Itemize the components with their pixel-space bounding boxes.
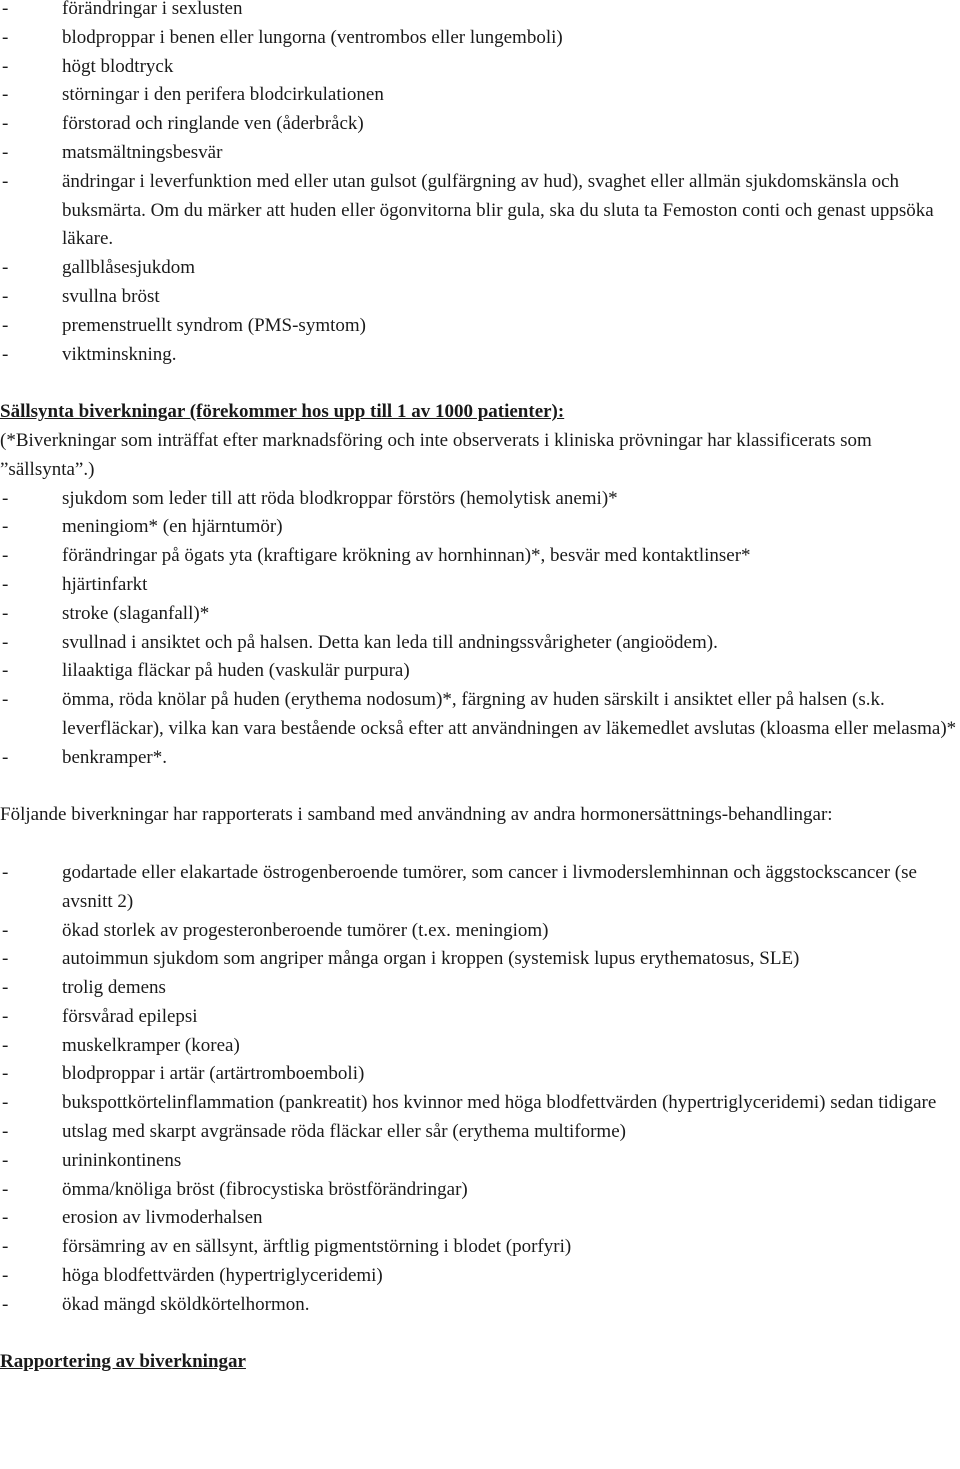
list-item: - ändringar i leverfunktion med eller utan gulsot (gulfärgning av hud), svaghet eller allmän sjukdomskänsla och buksmärta. Om du märker att huden eller ögonvitorna blir gula, ska du sluta ta Femoston conti och genast uppsöka läkare. xyxy=(2,170,934,250)
spacer xyxy=(0,1320,960,1349)
spacer xyxy=(0,369,960,398)
list-item: - förstorad och ringlande ven (åderbråck) xyxy=(2,113,364,135)
list-item: - blodproppar i benen eller lungorna (ventrombos eller lungemboli) xyxy=(2,26,563,48)
list-item: - matsmältningsbesvär xyxy=(2,141,223,163)
list-item: - lilaaktiga fläckar på huden (vaskulär purpura) xyxy=(2,660,410,682)
list-item: - premenstruellt syndrom (PMS-symtom) xyxy=(2,314,366,336)
list-item: - förändringar i sexlusten xyxy=(2,0,243,19)
list-item: - meningiom* (en hjärntumör) xyxy=(2,516,283,538)
list-item: - blodproppar i artär (artärtromboemboli) xyxy=(2,1063,365,1085)
list-item: - svullnad i ansiktet och på halsen. Detta kan leda till andningssvårigheter (angioödem). xyxy=(2,631,718,653)
list-item: - muskelkramper (korea) xyxy=(2,1034,240,1056)
list-item: - störningar i den perifera blodcirkulationen xyxy=(2,84,384,106)
list-item: - höga blodfettvärden (hypertriglyceridemi) xyxy=(2,1265,383,1287)
rare-side-effects-heading: Sällsynta biverkningar (förekommer hos upp till 1 av 1000 patienter): xyxy=(0,401,565,423)
spacer xyxy=(0,830,960,859)
spacer xyxy=(0,773,960,802)
side-effects-list xyxy=(0,0,960,369)
rare-side-effects-note: (*Biverkningar som inträffat efter marknadsföring och inte observerats i kliniska prövningar har klassificerats som ”sällsynta”.) xyxy=(0,429,872,480)
list-item: - benkramper*. xyxy=(2,746,167,768)
list-item: - viktminskning. xyxy=(2,343,177,365)
list-item: - försvårad epilepsi xyxy=(2,1005,198,1027)
rare-side-effects-list xyxy=(0,485,960,773)
list-item: - stroke (slaganfall)* xyxy=(2,602,210,624)
list-item: - utslag med skarpt avgränsade röda fläckar eller sår (erythema multiforme) xyxy=(2,1121,626,1143)
list-item: - förändringar på ögats yta (kraftigare krökning av hornhinnan)*, besvär med kontaktlinser* xyxy=(2,545,751,567)
list-item: - erosion av livmoderhalsen xyxy=(2,1207,263,1229)
list-item: - gallblåsesjukdom xyxy=(2,257,195,279)
list-item: - godartade eller elakartade östrogenberoende tumörer, som cancer i livmoderslemhinnan och äggstockscancer (se avsnitt 2) xyxy=(2,861,917,912)
list-item: - sjukdom som leder till att röda blodkroppar förstörs (hemolytisk anemi)* xyxy=(2,487,618,509)
list-item: - ömma/knöliga bröst (fibrocystiska bröstförändringar) xyxy=(2,1178,468,1200)
list-item: - svullna bröst xyxy=(2,285,160,307)
list-item: - autoimmun sjukdom som angriper många organ i kroppen (systemisk lupus erythematosus, SLE) xyxy=(2,948,800,970)
list-item: - urininkontinens xyxy=(2,1149,182,1171)
list-item: - trolig demens xyxy=(2,977,166,999)
list-item: - försämring av en sällsynt, ärftlig pigmentstörning i blodet (porfyri) xyxy=(2,1236,572,1258)
list-item: - ömma, röda knölar på huden (erythema nodosum)*, färgning av huden särskilt i ansiktet eller på halsen (s.k. leverfläckar), vilka kan vara bestående också efter att användningen av läkemedlet avslutas (kloasma eller melasma)* xyxy=(2,689,957,739)
list-item: - hjärtinfarkt xyxy=(2,573,148,595)
list-item: - bukspottkörtelinflammation (pankreatit) hos kvinnor med höga blodfettvärden (hypertriglyceridemi) sedan tidigare xyxy=(2,1092,937,1114)
list-item: - ökad storlek av progesteronberoende tumörer (t.ex. meningiom) xyxy=(2,919,549,941)
reporting-heading: Rapportering av biverkningar xyxy=(0,1351,246,1373)
other-hrt-intro: Följande biverkningar har rapporterats i samband med användning av andra hormonersättnings-behandlingar: xyxy=(0,804,833,826)
list-item: - högt blodtryck xyxy=(2,55,174,77)
other-hrt-side-effects-list xyxy=(0,859,960,1320)
list-item: - ökad mängd sköldkörtelhormon. xyxy=(2,1293,310,1315)
